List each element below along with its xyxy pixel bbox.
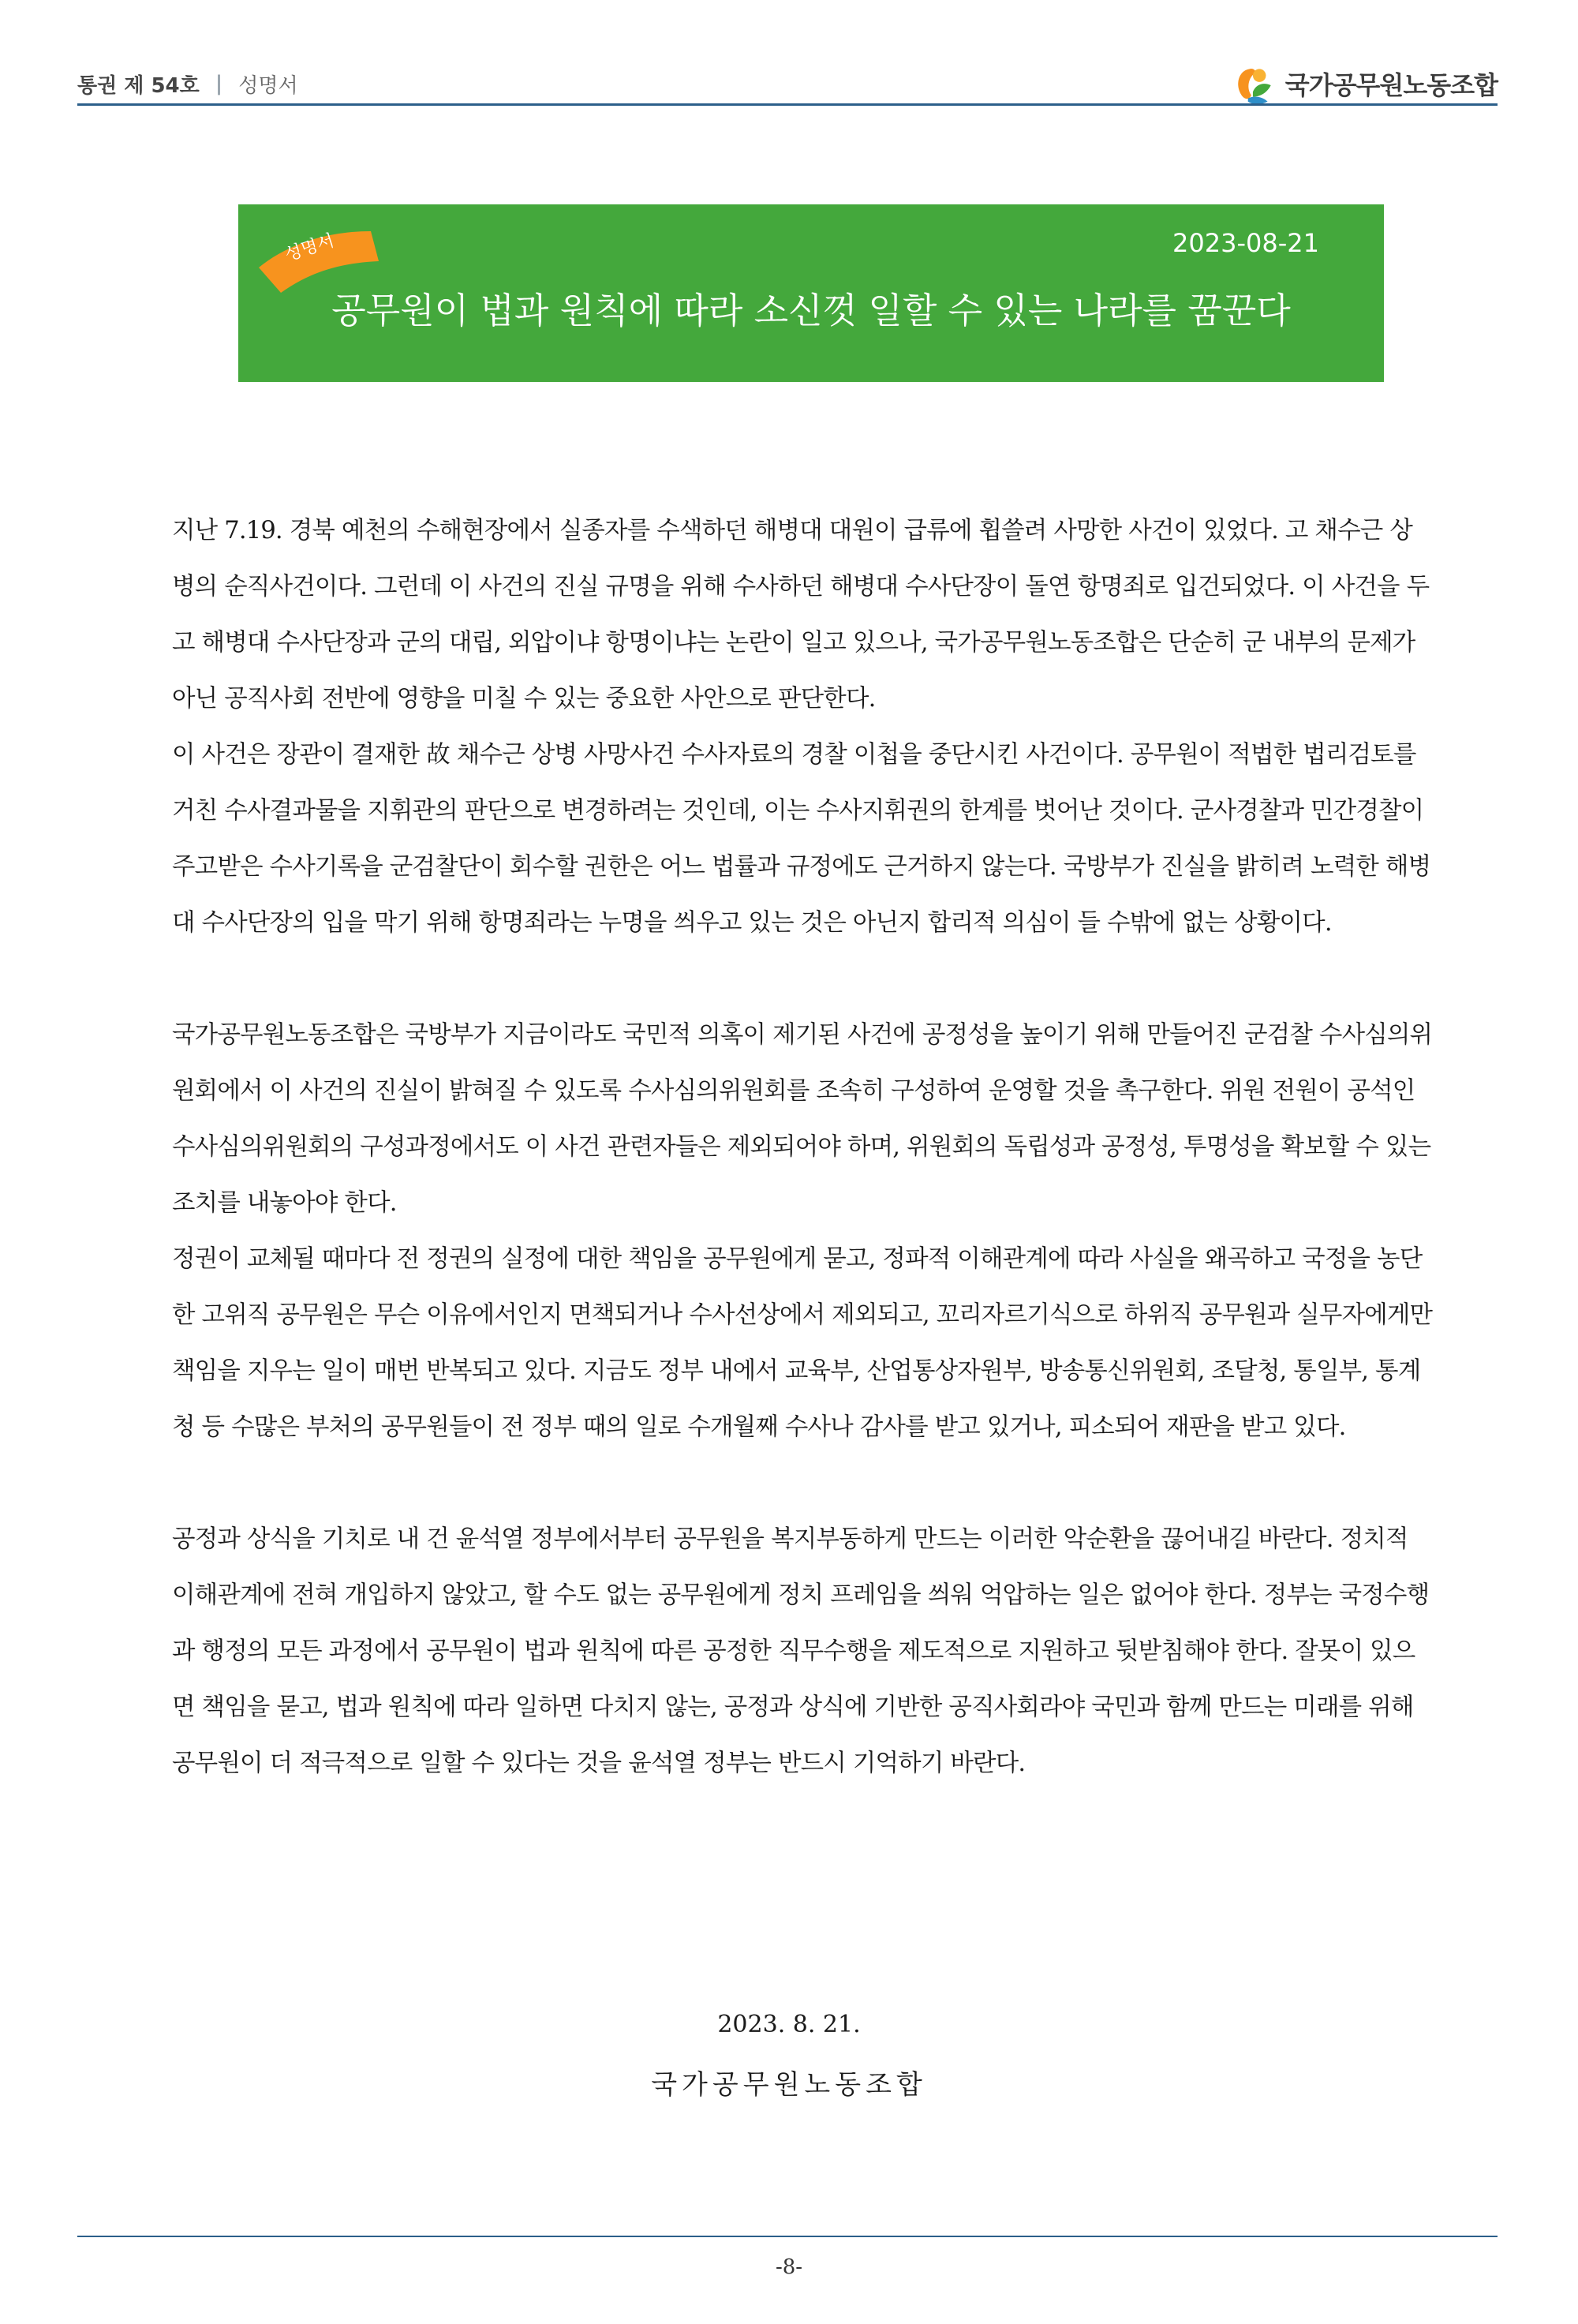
org-logo: [1230, 59, 1498, 108]
footer-divider: [77, 2236, 1498, 2237]
statement-body: [172, 503, 1434, 1791]
badge-label: 성명서: [282, 230, 337, 266]
banner-date: 2023-08-21: [1172, 228, 1319, 258]
page-header: [77, 66, 1498, 101]
title-banner: [238, 204, 1384, 382]
statement-title: 공무원이 법과 원칙에 따라 소신껏 일할 수 있는 나라를 꿈꾼다: [331, 290, 1291, 331]
section-name: 성명서: [238, 73, 298, 98]
issue-number: 통권 제 54호: [77, 73, 200, 98]
org-logo-text: 국가공무원노동조합: [1284, 70, 1498, 100]
closing-date: 2023. 8. 21.: [717, 2011, 861, 2038]
union-logo-icon: [1230, 59, 1279, 108]
header-divider: [77, 103, 1498, 106]
closing-org: 국가공무원노동조합: [651, 2069, 927, 2101]
header-separator: |: [215, 72, 223, 95]
paragraph: 국가공무원노동조합은 국방부가 지금이라도 국민적 의혹이 제기된 사건에 공정성을 높이기 위해 만들어진 군검찰 수사심의위원회에서 이 사건의 진실이 밝혀질 수 있도록 수사심의위원회를 조속히 구성하여 운영할 것을 촉구한다. 위원 전원이 공석인 수사심의위원회의 구성과정에서도 이 사건 관련자들은 제외되어야 하며, 위원회의 독립성과 공정성, 투명성을 확보할 수 있는 조치를 내놓아야 한다.: [172, 1021, 1433, 1217]
header-left: [77, 69, 298, 99]
page-number: -8-: [775, 2255, 803, 2279]
paragraph: 공정과 상식을 기치로 내 건 윤석열 정부에서부터 공무원을 복지부동하게 만드는 이러한 악순환을 끊어내길 바란다. 정치적 이해관계에 전혀 개입하지 않았고, 할 수도 없는 공무원에게 정치 프레임을 씌워 억압하는 일은 없어야 한다. 정부는 국정수행과 행정의 모든 과정에서 공무원이 법과 원칙에 따른 공정한 직무수행을 제도적으로 지원하고 뒷받침해야 한다. 잘못이 있으면 책임을 묻고, 법과 원칙에 따라 일하면 다치지 않는, 공정과 상식에 기반한 공직사회라야 국민과 함께 만드는 미래를 위해 공무원이 더 적극적으로 일할 수 있다는 것을 윤석열 정부는 반드시 기억하기 바란다.: [172, 1525, 1430, 1777]
paragraph: 정권이 교체될 때마다 전 정권의 실정에 대한 책임을 공무원에게 묻고, 정파적 이해관계에 따라 사실을 왜곡하고 국정을 농단한 고위직 공무원은 무슨 이유에서인지 면책되거나 수사선상에서 제외되고, 꼬리자르기식으로 하위직 공무원과 실무자에게만 책임을 지우는 일이 매번 반복되고 있다. 지금도 정부 내에서 교육부, 산업통상자원부, 방송통신위원회, 조달청, 통일부, 통계청 등 수많은 부처의 공무원들이 전 정부 때의 일로 수개월째 수사나 감사를 받고 있거나, 피소되어 재판을 받고 있다.: [172, 1245, 1433, 1441]
paragraph: 지난 7.19. 경북 예천의 수해현장에서 실종자를 수색하던 해병대 대원이 급류에 휩쓸려 사망한 사건이 있었다. 고 채수근 상병의 순직사건이다. 그런데 이 사건의 진실 규명을 위해 수사하던 해병대 수사단장이 돌연 항명죄로 입건되었다. 이 사건을 두고 해병대 수사단장과 군의 대립, 외압이냐 항명이냐는 논란이 일고 있으나, 국가공무원노동조합은 단순히 군 내부의 문제가 아닌 공직사회 전반에 영향을 미칠 수 있는 중요한 사안으로 판단한다.: [172, 517, 1430, 713]
paragraph: 이 사건은 장관이 결재한 故 채수근 상병 사망사건 수사자료의 경찰 이첩을 중단시킨 사건이다. 공무원이 적법한 법리검토를 거친 수사결과물을 지휘관의 판단으로 변경하려는 것인데, 이는 수사지휘권의 한계를 벗어난 것이다. 군사경찰과 민간경찰이 주고받은 수사기록을 군검찰단이 회수할 권한은 어느 법률과 규정에도 근거하지 않는다. 국방부가 진실을 밝히려 노력한 해병대 수사단장의 입을 막기 위해 항명죄라는 누명을 씌우고 있는 것은 아닌지 합리적 의심이 들 수밖에 없는 상황이다.: [172, 741, 1431, 937]
